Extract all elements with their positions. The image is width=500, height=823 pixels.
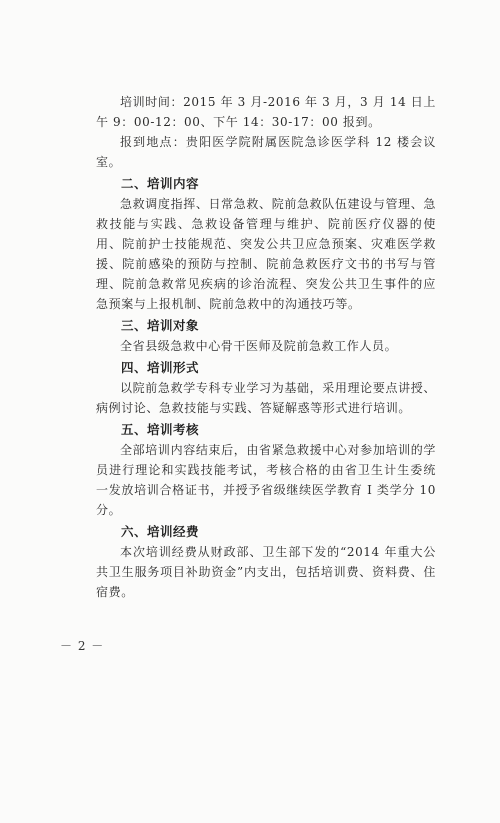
- section-body-content: 急救调度指挥、日常急救、院前急救队伍建设与管理、急救技能与实践、急救设备管理与维护、院前医疗仪器的使用、院前护士技能规范、突发公共卫应急预案、灾难医学救援、院前感染的预防与控制、院前急救医疗文书的书写与管理、院前急救常见疾病的诊治流程、突发公共卫生事件的应急预案与上报机制、院前急救中的沟通技巧等。: [96, 197, 436, 311]
- section-body-funding: 本次培训经费从财政部、卫生部下发的“2014 年重大公共卫生服务项目补助资金”内支出，包括培训费、资料费、住宿费。: [96, 545, 436, 599]
- document-content: [96, 92, 436, 602]
- section-heading-audience: 三、培训对象: [121, 318, 200, 333]
- page-number: － 2 －: [60, 639, 105, 653]
- section-body-assessment: 全部培训内容结束后，由省紧急救援中心对参加培训的学员进行理论和实践技能考试，考核合格的由省卫生计生委统一发放培训合格证书，并授予省级继续医学教育 I 类学分 10 分。: [96, 443, 436, 517]
- section-body-audience: 全省县级急救中心骨干医师及院前急救工作人员。: [120, 339, 398, 353]
- section-body-format: 以院前急救学专科专业学习为基础，采用理论要点讲授、病例讨论、急救技能与实践、答疑解惑等形式进行培训。: [96, 381, 436, 415]
- section-heading-format: 四、培训形式: [121, 360, 200, 375]
- training-time-paragraph: 培训时间：2015 年 3 月-2016 年 3 月，3 月 14 日上午 9：00-12：00、下午 14：30-17：00 报到。: [96, 95, 436, 129]
- section-heading-assessment: 五、培训考核: [121, 422, 200, 437]
- section-heading-funding: 六、培训经费: [121, 524, 200, 539]
- report-location-paragraph: 报到地点：贵阳医学院附属医院急诊医学科 12 楼会议室。: [96, 135, 436, 169]
- section-heading-content: 二、培训内容: [121, 176, 200, 191]
